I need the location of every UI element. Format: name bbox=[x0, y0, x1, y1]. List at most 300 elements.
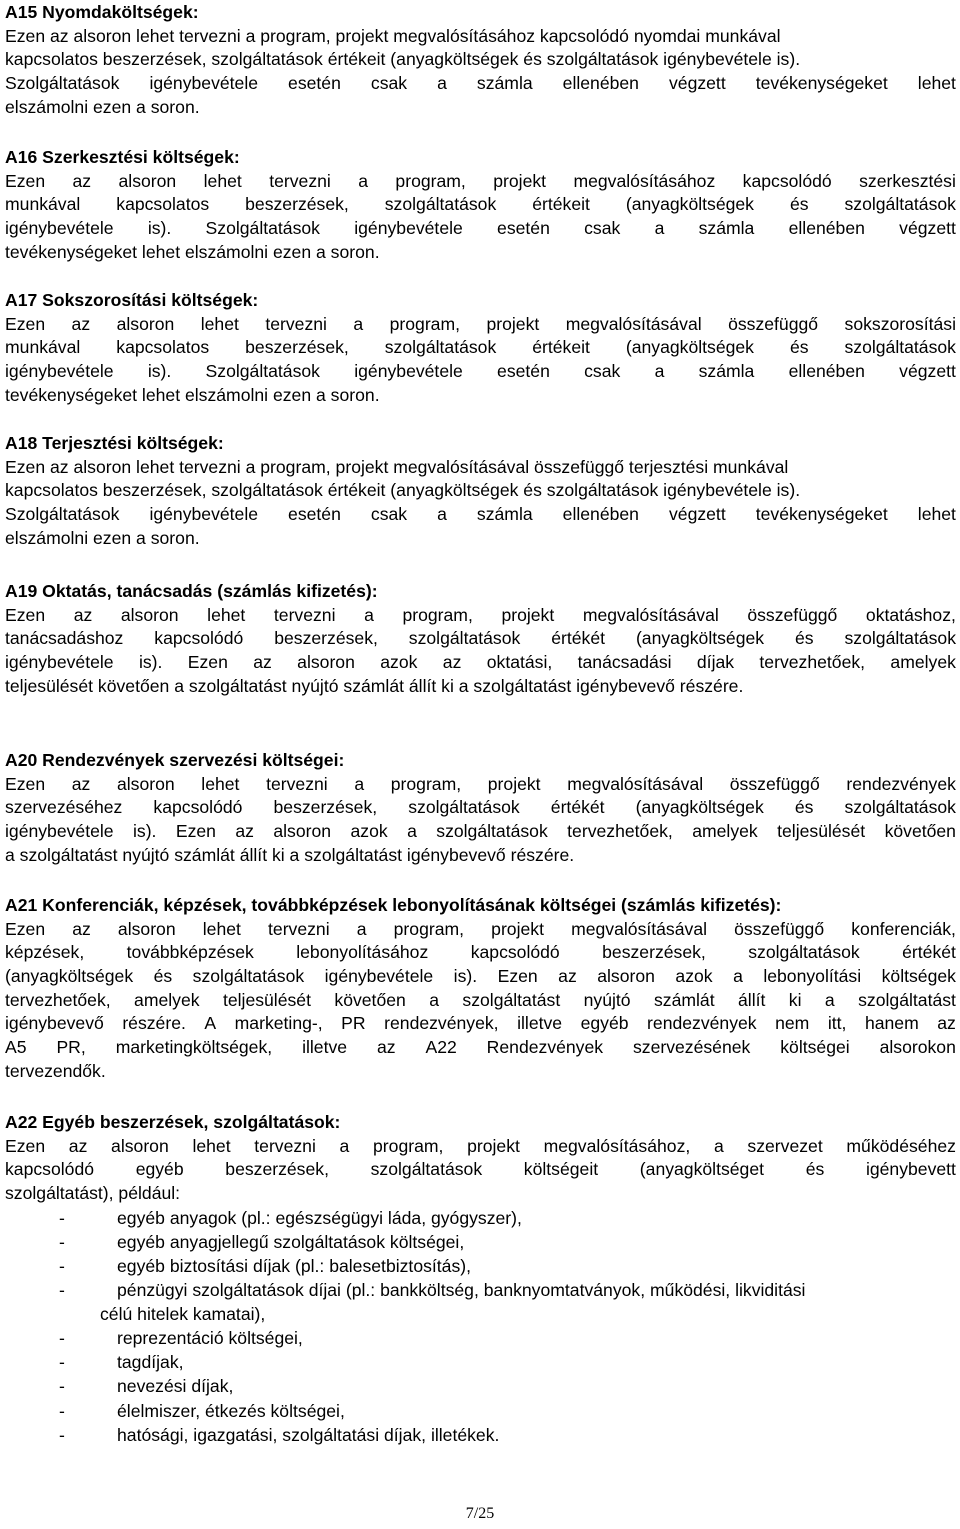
paragraph-line bbox=[5, 503, 956, 527]
word: Ezen bbox=[187, 652, 228, 673]
section-a17 bbox=[5, 289, 956, 407]
paragraph-line bbox=[5, 1012, 956, 1036]
word: az bbox=[72, 918, 91, 939]
word: alsoron bbox=[597, 966, 655, 987]
word: beszerzések, bbox=[225, 1159, 329, 1180]
section-a22 bbox=[5, 1111, 956, 1447]
word: kapcsolódó bbox=[742, 170, 832, 191]
word: tervezni bbox=[254, 1135, 316, 1156]
word: lehet bbox=[917, 504, 956, 525]
word: beszerzések, bbox=[274, 628, 378, 649]
word: munkával bbox=[5, 337, 81, 358]
word: igénybevétele bbox=[5, 652, 114, 673]
paragraph-line bbox=[5, 604, 956, 628]
paragraph-line bbox=[5, 336, 956, 360]
word: alsoron bbox=[118, 170, 177, 191]
word: szolgáltatások bbox=[844, 628, 956, 649]
word: Ezen bbox=[5, 1135, 46, 1156]
word: a bbox=[437, 73, 447, 94]
word: csak bbox=[370, 504, 408, 525]
word: szolgáltatások bbox=[844, 337, 956, 358]
word: lehet bbox=[192, 1135, 231, 1156]
word: kapcsolódó bbox=[153, 797, 243, 818]
word: szolgáltatások bbox=[748, 942, 860, 963]
word: is). bbox=[138, 652, 163, 673]
word: igénybevett bbox=[865, 1159, 956, 1180]
word: lebonyolításához bbox=[296, 942, 429, 963]
word: szolgáltatások bbox=[844, 194, 956, 215]
word: beszerzések, bbox=[245, 337, 349, 358]
paragraph-line: elszámolni ezen a soron. bbox=[5, 527, 200, 548]
word: a bbox=[654, 218, 665, 239]
word: működéséhez bbox=[846, 1135, 956, 1156]
word: értékeit bbox=[532, 194, 590, 215]
word: szervezéséhez bbox=[5, 797, 123, 818]
word: teljesülését bbox=[222, 989, 311, 1010]
bullet-marker: - bbox=[59, 1231, 65, 1252]
word: az bbox=[376, 1037, 396, 1058]
word: tervezhetőek, bbox=[5, 989, 111, 1010]
word: a bbox=[353, 313, 364, 334]
word: esetén bbox=[497, 361, 550, 382]
word: beszerzések, bbox=[273, 797, 378, 818]
paragraph-line bbox=[5, 313, 956, 337]
word: projekt bbox=[486, 313, 540, 334]
word: Szolgáltatások bbox=[205, 361, 320, 382]
bullet-marker: - bbox=[59, 1328, 65, 1349]
paragraph-line bbox=[5, 1158, 956, 1182]
word: az bbox=[68, 1135, 88, 1156]
list-item-text: egyéb anyagjellegű szolgáltatások költségei, bbox=[117, 1231, 465, 1252]
word: (anyagköltségek bbox=[5, 966, 134, 987]
word: Ezen bbox=[5, 773, 46, 794]
word: alsoron bbox=[120, 604, 179, 625]
word: az bbox=[235, 821, 254, 842]
word: szerkesztési bbox=[859, 170, 956, 191]
word: megvalósításával bbox=[567, 773, 704, 794]
word: szolgáltatások bbox=[408, 628, 521, 649]
word: szolgáltatások bbox=[408, 797, 520, 818]
word: az bbox=[937, 1013, 956, 1034]
word: tervezhetőek, bbox=[759, 652, 866, 673]
word: Ezen bbox=[5, 313, 46, 334]
word: A22 bbox=[425, 1037, 457, 1058]
word: és bbox=[789, 337, 809, 358]
word: azok bbox=[350, 821, 388, 842]
word: az bbox=[558, 966, 577, 987]
word: a bbox=[358, 170, 369, 191]
bullet-marker: - bbox=[59, 1424, 65, 1445]
list-item bbox=[5, 1254, 956, 1278]
word: nyújtó bbox=[583, 989, 631, 1010]
word: Szolgáltatások bbox=[5, 504, 120, 525]
word: tervezni bbox=[265, 313, 327, 334]
word: szervezésének bbox=[632, 1037, 751, 1058]
list-item-text: egyéb biztosítási díjak (pl.: balesetbiztosítás), bbox=[117, 1255, 472, 1276]
bullet-list bbox=[5, 1206, 956, 1447]
word: és bbox=[153, 966, 173, 987]
word: (anyagköltségek bbox=[625, 194, 754, 215]
word: követően bbox=[884, 821, 956, 842]
word: az bbox=[71, 313, 91, 334]
paragraph-line bbox=[5, 796, 956, 820]
word: csak bbox=[584, 361, 621, 382]
word: megvalósításával bbox=[582, 604, 719, 625]
word: (anyagköltségek bbox=[635, 628, 765, 649]
word: ellenében bbox=[788, 361, 865, 382]
word: alsoron bbox=[273, 821, 332, 842]
word: teljesülését bbox=[777, 821, 866, 842]
word: program, bbox=[389, 313, 461, 334]
paragraph-line bbox=[5, 627, 956, 651]
word: és bbox=[794, 628, 814, 649]
word: itt, bbox=[827, 1013, 847, 1034]
word: PR, bbox=[56, 1037, 86, 1058]
word: költségei bbox=[780, 1037, 850, 1058]
word: esetén bbox=[288, 504, 341, 525]
word: az bbox=[442, 652, 462, 673]
word: végzett bbox=[899, 218, 956, 239]
word: amelyek bbox=[134, 989, 200, 1010]
list-item-continuation: célú hitelek kamatai), bbox=[100, 1304, 266, 1325]
word: az bbox=[72, 170, 92, 191]
word: és bbox=[789, 194, 809, 215]
word: kapcsolatos bbox=[116, 337, 210, 358]
list-item bbox=[5, 1423, 956, 1447]
word: igénybevétele bbox=[149, 73, 259, 94]
section-title: A19 Oktatás, tanácsadás (számlás kifizetés): bbox=[5, 581, 378, 601]
word: lehet bbox=[200, 313, 239, 334]
word: megvalósításával bbox=[565, 313, 702, 334]
word: számla bbox=[476, 504, 533, 525]
word: összefüggő bbox=[728, 313, 819, 334]
word: az bbox=[73, 604, 93, 625]
word: tevékenységeket bbox=[755, 504, 888, 525]
word: az bbox=[253, 652, 272, 673]
word: a bbox=[824, 989, 835, 1010]
word: lehet bbox=[207, 604, 246, 625]
word: projekt bbox=[501, 604, 555, 625]
word: hanem bbox=[864, 1013, 919, 1034]
word: egyéb bbox=[135, 1159, 184, 1180]
word: megvalósításához bbox=[573, 170, 716, 191]
word: is). bbox=[132, 821, 157, 842]
word: megvalósításához, bbox=[543, 1135, 691, 1156]
word: A bbox=[204, 1013, 217, 1034]
list-item bbox=[5, 1326, 956, 1350]
word: is). bbox=[147, 218, 172, 239]
word: értékét bbox=[902, 942, 956, 963]
paragraph-line bbox=[5, 193, 956, 217]
word: sokszorosítási bbox=[844, 313, 956, 334]
list-item-text: nevezési díjak, bbox=[117, 1376, 234, 1397]
word: szolgáltatások bbox=[844, 797, 956, 818]
word: végzett bbox=[899, 361, 956, 382]
paragraph-line: szolgáltatást), például: bbox=[5, 1183, 181, 1204]
word: a bbox=[733, 966, 743, 987]
word: projekt bbox=[491, 918, 544, 939]
word: a bbox=[364, 604, 374, 625]
section-title: A15 Nyomdaköltségek: bbox=[5, 2, 199, 22]
word: lehet bbox=[203, 170, 242, 191]
word: alsoron bbox=[111, 1135, 169, 1156]
word: tervezhetőek, bbox=[567, 821, 673, 842]
word: számla bbox=[698, 218, 755, 239]
word: a bbox=[356, 918, 367, 939]
bullet-marker: - bbox=[59, 1255, 65, 1276]
word: szervezet bbox=[747, 1135, 823, 1156]
word: tevékenységeket bbox=[755, 73, 888, 94]
word: végzett bbox=[668, 504, 726, 525]
word: (anyagköltségek bbox=[635, 797, 764, 818]
paragraph-line bbox=[5, 72, 956, 96]
list-item-text: egyéb anyagok (pl.: egészségügyi láda, gyógyszer), bbox=[117, 1207, 522, 1228]
word: a bbox=[407, 821, 417, 842]
word: összefüggő bbox=[734, 918, 825, 939]
word: tervezni bbox=[268, 918, 330, 939]
word: ki bbox=[788, 989, 802, 1010]
word: tervezni bbox=[266, 773, 328, 794]
word: Szolgáltatások bbox=[5, 73, 120, 94]
word: beszerzések, bbox=[602, 942, 706, 963]
word: szolgáltatást bbox=[462, 989, 561, 1010]
section-a16 bbox=[5, 146, 956, 264]
word: program, bbox=[390, 773, 462, 794]
paragraph-line bbox=[5, 773, 956, 797]
word: igénybevétele bbox=[354, 361, 463, 382]
word: illetve bbox=[517, 1013, 563, 1034]
word: díjak bbox=[696, 652, 735, 673]
section-a18 bbox=[5, 432, 956, 550]
word: részére. bbox=[122, 1013, 186, 1034]
word: amelyek bbox=[890, 652, 956, 673]
word: projekt bbox=[487, 773, 541, 794]
word: (anyagköltségek bbox=[625, 337, 754, 358]
word: ellenében bbox=[562, 73, 639, 94]
word: azok bbox=[380, 652, 418, 673]
word: munkával bbox=[5, 194, 81, 215]
word: igénybevétele bbox=[5, 218, 114, 239]
paragraph-line bbox=[5, 1036, 956, 1060]
word: a bbox=[339, 1135, 350, 1156]
word: Ezen bbox=[5, 918, 46, 939]
word: program, bbox=[373, 1135, 444, 1156]
word: program, bbox=[393, 918, 465, 939]
word: Rendezvények bbox=[486, 1037, 604, 1058]
word: szolgáltatások bbox=[436, 821, 548, 842]
word: kapcsolatos bbox=[116, 194, 210, 215]
bullet-marker: - bbox=[59, 1376, 65, 1397]
paragraph-line: tevékenységeket lehet elszámolni ezen a soron. bbox=[5, 384, 380, 405]
word: Szolgáltatások bbox=[205, 218, 320, 239]
word: rendezvények, bbox=[384, 1013, 499, 1034]
word: tanácsadáshoz bbox=[5, 628, 124, 649]
word: rendezvények bbox=[647, 1013, 757, 1034]
word: és bbox=[794, 797, 814, 818]
word: szolgáltatások bbox=[370, 1159, 483, 1180]
word: is). bbox=[147, 361, 172, 382]
bullet-marker: - bbox=[59, 1352, 65, 1373]
paragraph-line bbox=[5, 1135, 956, 1159]
word: Ezen bbox=[5, 604, 46, 625]
word: projekt bbox=[493, 170, 547, 191]
word: A5 bbox=[5, 1037, 27, 1058]
section-title: A21 Konferenciák, képzések, továbbképzések lebonyolításának költségei (számlás kifizetés): bbox=[5, 895, 782, 915]
word: megvalósításával bbox=[571, 918, 708, 939]
section-a15 bbox=[5, 1, 956, 119]
paragraph-line: tervezendők. bbox=[5, 1060, 106, 1081]
paragraph-line: a szolgáltatást nyújtó számlát állít ki a szolgáltatást igénybevevő részére. bbox=[5, 844, 575, 865]
word: összefüggő bbox=[747, 604, 838, 625]
word: Ezen bbox=[5, 170, 46, 191]
word: egyéb bbox=[580, 1013, 629, 1034]
word: számla bbox=[698, 361, 755, 382]
word: igénybevétele bbox=[149, 504, 259, 525]
word: is). bbox=[453, 966, 478, 987]
word: ellenében bbox=[788, 218, 865, 239]
list-item bbox=[5, 1206, 956, 1230]
word: kapcsolódó bbox=[5, 1159, 95, 1180]
word: illetve bbox=[302, 1037, 348, 1058]
word: alsoron bbox=[117, 918, 176, 939]
paragraph-line bbox=[5, 820, 956, 844]
paragraph-line bbox=[5, 965, 956, 989]
word: lebonyolítási bbox=[763, 966, 862, 987]
word: igénybevevő bbox=[5, 1013, 104, 1034]
paragraph-line bbox=[5, 989, 956, 1013]
list-item-text: reprezentáció költségei, bbox=[117, 1328, 303, 1349]
word: a bbox=[713, 1135, 724, 1156]
list-item bbox=[5, 1374, 956, 1398]
word: beszerzések, bbox=[245, 194, 349, 215]
list-item-text: tagdíjak, bbox=[117, 1352, 184, 1373]
section-title: A22 Egyéb beszerzések, szolgáltatások: bbox=[5, 1112, 341, 1132]
paragraph-line bbox=[5, 651, 956, 675]
word: szolgáltatást bbox=[858, 989, 956, 1010]
paragraph-line bbox=[5, 217, 956, 241]
word: alsoron bbox=[116, 313, 175, 334]
word: csak bbox=[584, 218, 621, 239]
word: értékét bbox=[551, 628, 606, 649]
word: PR bbox=[341, 1013, 366, 1034]
section-title: A16 Szerkesztési költségek: bbox=[5, 147, 240, 167]
word: igénybevétele bbox=[354, 218, 463, 239]
bullet-marker: - bbox=[59, 1280, 65, 1301]
word: tervezni bbox=[273, 604, 336, 625]
word: költségek bbox=[881, 966, 956, 987]
word: lehet bbox=[201, 773, 240, 794]
paragraph-line: Ezen az alsoron lehet tervezni a program, projekt megvalósításához kapcsolódó nyomdai munkával bbox=[5, 25, 781, 46]
word: program, bbox=[395, 170, 466, 191]
word: alsoron bbox=[297, 652, 355, 673]
word: a bbox=[354, 773, 365, 794]
word: oktatási, bbox=[486, 652, 553, 673]
word: program, bbox=[402, 604, 473, 625]
word: végzett bbox=[668, 73, 726, 94]
word: követően bbox=[334, 989, 406, 1010]
paragraph-line bbox=[5, 170, 956, 194]
list-item bbox=[5, 1278, 956, 1326]
word: (anyagköltséget bbox=[639, 1159, 765, 1180]
paragraph-line bbox=[5, 918, 956, 942]
section-a20 bbox=[5, 749, 956, 867]
word: nem bbox=[775, 1013, 810, 1034]
word: továbbképzések bbox=[126, 942, 254, 963]
paragraph-line: kapcsolatos beszerzések, szolgáltatások értékeit (anyagköltségek és szolgáltatások igénybevétele is). bbox=[5, 49, 801, 70]
word: állít bbox=[738, 989, 766, 1010]
section-title: A20 Rendezvények szervezési költségei: bbox=[5, 750, 345, 770]
word: esetén bbox=[288, 73, 341, 94]
section-a21 bbox=[5, 894, 956, 1084]
word: költségeit bbox=[523, 1159, 599, 1180]
word: a bbox=[437, 504, 447, 525]
list-item bbox=[5, 1399, 956, 1423]
word: lehet bbox=[917, 73, 956, 94]
paragraph-line: Ezen az alsoron lehet tervezni a program, projekt megvalósításával összefüggő terjesztési munkával bbox=[5, 456, 789, 477]
word: lehet bbox=[202, 918, 241, 939]
word: szolgáltatások bbox=[384, 337, 497, 358]
word: számla bbox=[476, 73, 533, 94]
bullet-marker: - bbox=[59, 1400, 65, 1421]
word: alsorokon bbox=[879, 1037, 956, 1058]
section-a19 bbox=[5, 580, 956, 698]
paragraph-line bbox=[5, 360, 956, 384]
word: igénybevétele bbox=[324, 966, 434, 987]
word: igénybevétele bbox=[5, 361, 114, 382]
word: kapcsolódó bbox=[154, 628, 244, 649]
word: igénybevétele bbox=[5, 821, 114, 842]
section-title: A18 Terjesztési költségek: bbox=[5, 433, 224, 453]
word: az bbox=[71, 773, 91, 794]
section-title: A17 Sokszorosítási költségek: bbox=[5, 290, 259, 310]
list-item-text: élelmiszer, étkezés költségei, bbox=[117, 1400, 345, 1421]
word: a bbox=[654, 361, 665, 382]
word: összefüggő bbox=[729, 773, 820, 794]
word: kapcsolódó bbox=[470, 942, 560, 963]
word: marketing-, bbox=[234, 1013, 323, 1034]
paragraph-line: teljesülését követően a szolgáltatást nyújtó számlát állít ki a szolgáltatást igénybevevő részére. bbox=[5, 675, 744, 696]
word: marketingköltségek, bbox=[115, 1037, 273, 1058]
bullet-marker: - bbox=[59, 1207, 65, 1228]
paragraph-line: elszámolni ezen a soron. bbox=[5, 96, 200, 117]
word: projekt bbox=[467, 1135, 520, 1156]
word: rendezvények bbox=[846, 773, 956, 794]
word: alsoron bbox=[116, 773, 175, 794]
word: Ezen bbox=[497, 966, 538, 987]
paragraph-line bbox=[5, 941, 956, 965]
paragraph-line: kapcsolatos beszerzések, szolgáltatások értékeit (anyagköltségek és szolgáltatások igénybevétele is). bbox=[5, 480, 801, 501]
word: szolgáltatások bbox=[192, 966, 305, 987]
list-item-text: pénzügyi szolgáltatások díjai (pl.: bankköltség, banknyomtatványok, működési, likviditási bbox=[117, 1280, 806, 1301]
list-item bbox=[5, 1230, 956, 1254]
word: szolgáltatások bbox=[384, 194, 497, 215]
word: tanácsadási bbox=[577, 652, 672, 673]
word: és bbox=[805, 1159, 825, 1180]
word: ellenében bbox=[562, 504, 639, 525]
word: esetén bbox=[497, 218, 550, 239]
word: értékeit bbox=[532, 337, 590, 358]
word: számlát bbox=[653, 989, 715, 1010]
word: értékét bbox=[550, 797, 605, 818]
word: tervezni bbox=[269, 170, 331, 191]
word: azok bbox=[675, 966, 713, 987]
word: oktatáshoz, bbox=[865, 604, 956, 625]
list-item bbox=[5, 1350, 956, 1374]
word: a bbox=[429, 989, 439, 1010]
word: amelyek bbox=[692, 821, 758, 842]
list-item-text: hatósági, igazgatási, szolgáltatási díjak, illetékek. bbox=[117, 1424, 500, 1445]
paragraph-line: tevékenységeket lehet elszámolni ezen a soron. bbox=[5, 241, 380, 262]
